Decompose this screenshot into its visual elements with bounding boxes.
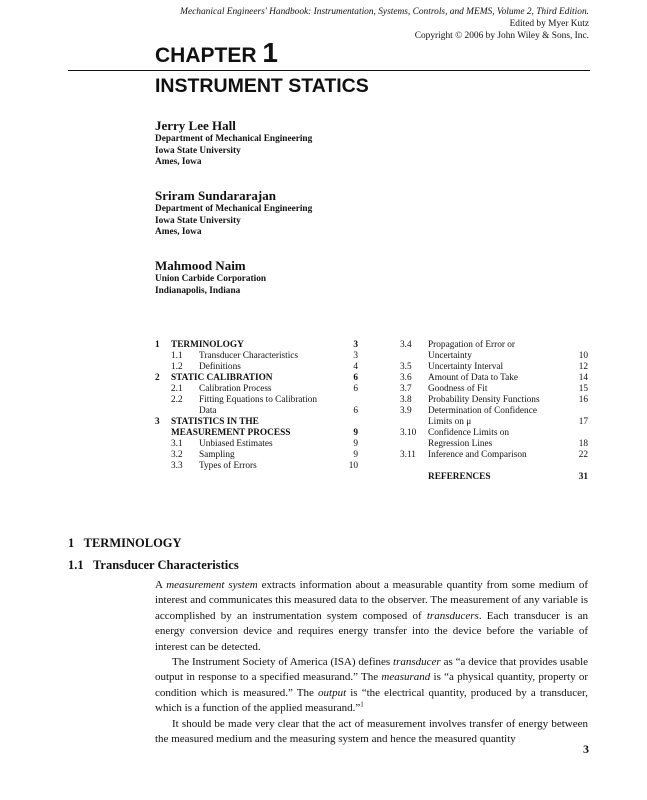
toc-entry-number: 3.3 [171,461,183,471]
body-text [155,578,588,747]
toc-entry-title: Amount of Data to Take [428,373,519,383]
author-affiliation-line: Ames, Iowa [155,227,202,237]
toc-entry-number: 1.2 [171,362,183,372]
toc-entry-page: 10 [348,461,358,471]
author-name: Jerry Lee Hall [155,118,236,133]
toc-entry-title: Confidence Limits on [428,428,510,438]
toc-entry [400,417,588,428]
toc-entry-page: 4 [353,362,358,372]
toc-entry-title: STATIC CALIBRATION [171,373,273,383]
chapter-title: INSTRUMENT STATICS [155,75,369,97]
toc-entry [155,417,358,428]
author-affiliation-line: Union Carbide Corporation [155,274,267,284]
toc-entry [155,450,358,461]
author-affiliation-line: Department of Mechanical Engineering [155,134,313,144]
chapter-word: CHAPTER [155,44,257,67]
toc-entry-title: Types of Errors [199,461,257,471]
copyright-line: Copyright © 2006 by John Wiley & Sons, Inc. [414,31,589,41]
toc-entry [400,439,588,450]
toc-entry [400,384,588,395]
toc-entry-title: Transducer Characteristics [199,351,299,361]
section-heading [68,536,182,551]
toc-entry-page: 31 [578,472,588,482]
toc-entry-page: 6 [353,406,358,416]
toc-entry-number: 2.1 [171,384,183,394]
toc-entry-number: 3.10 [400,428,417,438]
author-affiliation-line: Ames, Iowa [155,157,202,167]
toc-entry-title: Probability Density Functions [428,395,540,405]
toc-entry-number: 3.6 [400,373,412,383]
toc-entry-title: Goodness of Fit [428,384,488,394]
toc-entry-title: STATISTICS IN THE [171,417,259,427]
italic-term: measurand [381,671,431,684]
toc-entry-title: REFERENCES [428,472,491,482]
toc-entry-number: 1 [155,340,160,350]
toc-entry [155,373,358,384]
toc-entry-title: Unbiased Estimates [199,439,273,449]
book-title: Mechanical Engineers' Handbook: Instrumentation, Systems, Controls, and MEMS, Volume 2, Third Edition. [180,7,589,17]
author-affiliation-line: Iowa State University [155,215,241,226]
toc-entry-page: 18 [578,439,588,449]
author-affiliation-line: Iowa State University [155,145,241,156]
toc-entry [400,340,588,351]
chapter-number: 1 [262,37,278,68]
toc-entry [400,406,588,417]
toc-entry-number: 3.11 [400,450,416,460]
toc-entry [155,340,358,351]
toc-entry-page: 14 [578,373,588,383]
toc-entry-title: Limits on μ [428,417,472,427]
section-number: 1 [68,536,75,550]
chapter-label [155,38,278,71]
toc-entry-page: 9 [353,439,358,449]
toc-entry [400,362,588,373]
toc-entry-page: 12 [578,362,588,372]
toc-entry-number: 3.1 [171,439,183,449]
toc-entry-page: 17 [578,417,588,427]
toc-entry-page: 22 [578,450,588,460]
toc-entry-number: 3.4 [400,340,412,350]
toc-entry [155,384,358,395]
toc-entry-title: Definitions [199,362,241,372]
toc-entry [400,395,588,406]
toc-entry-number: 1.1 [171,351,183,361]
toc-entry-title: Fitting Equations to Calibration [199,395,318,405]
toc-entry [155,428,358,439]
author-block [155,118,312,169]
author-name: Mahmood Naim [155,258,246,273]
toc-entry-title: Calibration Process [199,384,272,394]
chapter-rule [68,70,590,71]
toc-entry-title: Regression Lines [428,439,493,449]
author-block [155,258,266,297]
toc-entry [400,461,588,472]
italic-term: transducers [426,609,479,622]
toc-entry-number: 2.2 [171,395,183,405]
toc-entry-page: 6 [353,373,358,383]
toc-entry-number: 3.7 [400,384,412,394]
toc-entry-number: 3.2 [171,450,183,460]
paragraph: The Instrument Society of America (ISA) defines transducer as “a device that provides usable output in response to a specified measurand.” The measurand is “a physical quantity, property or condition which is measured.” The output is “the electrical quantity, produced by a transducer, which is a function of the applied measurand.”$^1$ [155,656,589,715]
toc-entry-title: Data [199,406,217,416]
toc-entry [400,373,588,384]
toc-entry-title: MEASUREMENT PROCESS [171,428,291,438]
toc-entry-page: 9 [353,450,358,460]
author-block [155,188,312,239]
section-title: TERMINOLOGY [83,536,182,550]
author-affiliation-line: Department of Mechanical Engineering [155,204,313,214]
toc-entry-title: Inference and Comparison [428,450,527,460]
toc-entry-number: 3.8 [400,395,412,405]
toc-entry [155,395,358,406]
toc-entry-number: 3.9 [400,406,412,416]
editor-credit: Edited by Myer Kutz [509,19,589,29]
toc-entry-number: 3 [155,417,160,427]
toc-entry-page: 9 [353,428,358,438]
toc-entry-title: Sampling [199,450,235,460]
paragraph: A measurement system extracts information about a measurable quantity from some medium of interest and communicates this measured data to the observer. The measurement of any variable is accomplished by an instrumentation system composed of transducers. Each transducer is an energy conversion device and requires energy transfer into the device before the variable of interest can be detected. [155,579,589,653]
toc-entry-title: TERMINOLOGY [171,340,244,350]
toc-entry-page: 10 [578,351,588,361]
toc-entry [155,406,358,417]
subsection-number: 1.1 [68,558,84,572]
toc-entry-page: 3 [353,340,358,350]
subsection-heading [68,558,239,573]
page-number: 3 [583,742,589,756]
toc-entry [400,450,588,461]
toc-entry [400,351,588,362]
italic-term: measurement system [166,579,258,591]
italic-term: transducer [393,656,441,669]
toc-entry-page: 6 [353,384,358,394]
author-affiliation-line: Indianapolis, Indiana [155,285,241,296]
toc-entry-number: 2 [155,373,160,383]
subsection-title: Transducer Characteristics [93,558,239,572]
author-name: Sriram Sundararajan [155,188,276,203]
toc-right-column [400,340,588,483]
toc-entry [400,428,588,439]
italic-term: output [318,686,347,699]
toc-entry [155,461,358,472]
toc-left-column [155,340,358,472]
toc-entry-page: 15 [578,384,588,394]
toc-entry [400,472,588,483]
paragraph: It should be made very clear that the act of measurement involves transfer of energy between the measured medium and the measuring system and hence the measured quantity [155,717,588,746]
toc-entry-page: 3 [353,351,358,361]
toc-entry-title: Uncertainty [428,351,472,361]
toc-entry-page: 16 [578,395,588,405]
toc-entry-title: Uncertainty Interval [428,362,504,372]
toc-entry-title: Propagation of Error or [428,340,516,350]
toc-entry [155,351,358,362]
footnote-marker: 1 [360,700,364,709]
toc-entry-number: 3.5 [400,362,412,372]
toc-entry [155,362,358,373]
toc-entry-title: Determination of Confidence [428,406,537,416]
toc-entry [155,439,358,450]
